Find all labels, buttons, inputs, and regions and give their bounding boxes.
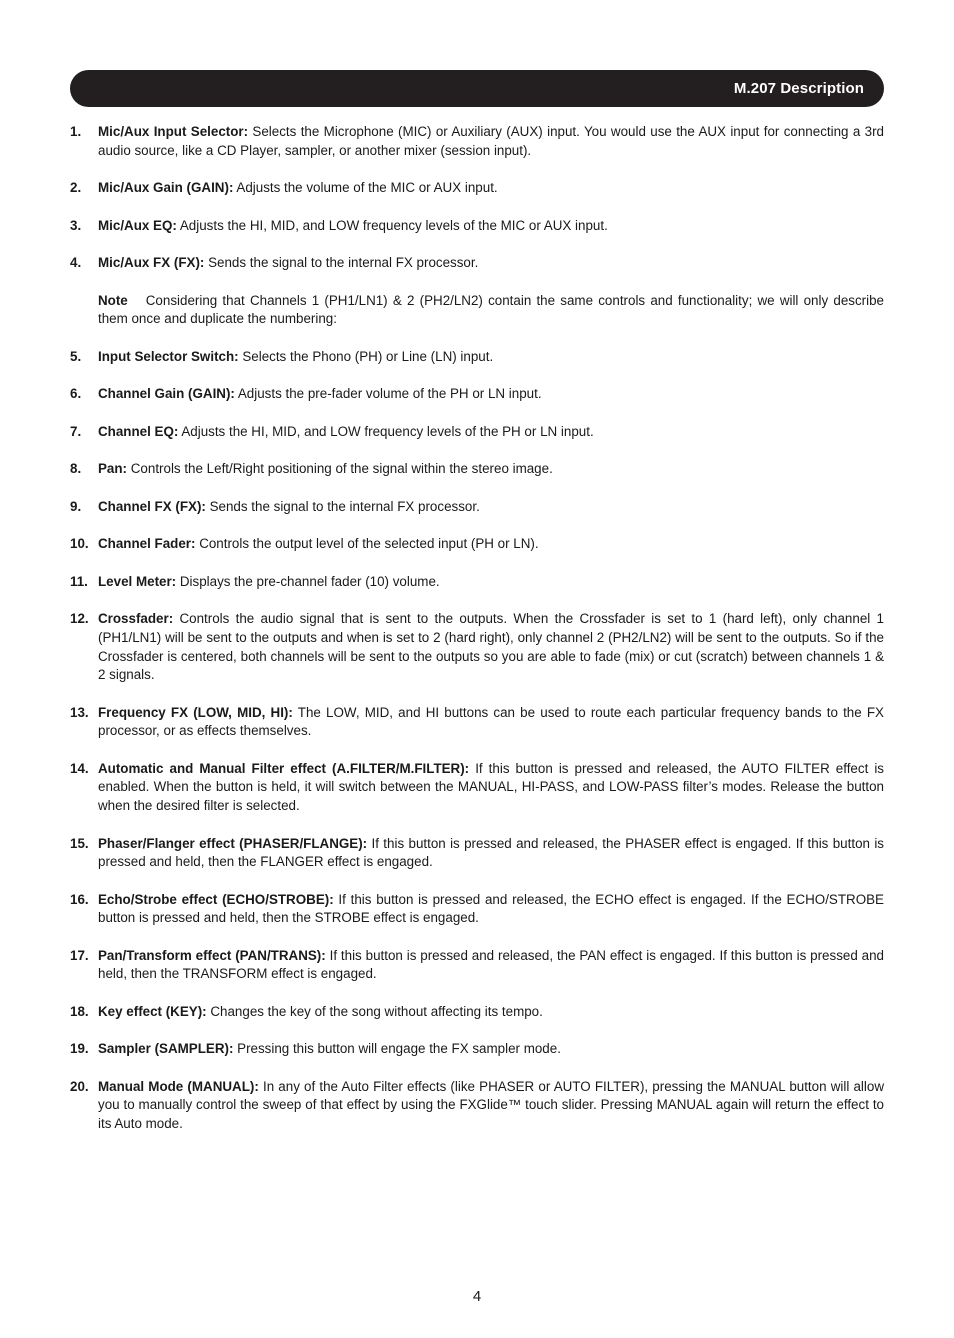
item-term: Sampler (SAMPLER): xyxy=(98,1041,234,1056)
item-body xyxy=(98,179,884,217)
list-item xyxy=(70,1003,884,1041)
item-term: Mic/Aux FX (FX): xyxy=(98,255,205,270)
list-item xyxy=(70,610,884,704)
item-text: Controls the audio signal that is sent to the outputs. When the Crossfader is set to 1 (hard left), only channel 1 (PH1/LN1) will be sent to the outputs and when is set to 2 (hard right), only channel 2 (PH2/LN2) will be sent to the outputs. So if the Crossfader is centered, both channels will be sent to the outputs so you are able to fade (mix) or cut (scratch) between channels 1 & 2 signals. xyxy=(98,611,884,683)
item-term: Channel Gain (GAIN): xyxy=(98,386,235,401)
item-text: If this button is pressed and released, the PAN effect is engaged. If this button is pressed and held, then the TRANSFORM effect is engaged. xyxy=(98,947,885,982)
list-item xyxy=(70,891,884,947)
item-number: 17. xyxy=(70,947,89,963)
item-text: If this button is pressed and released, the AUTO FILTER effect is enabled. When the button is held, it will switch between the MANUAL, HI-PASS, and LOW-PASS filter’s modes. Release the button when the desired filter is selected. xyxy=(98,760,884,814)
list-item xyxy=(70,385,884,423)
item-number: 3. xyxy=(70,217,82,233)
item-term: Level Meter: xyxy=(98,573,177,589)
item-body xyxy=(98,535,884,573)
item-body xyxy=(98,498,884,536)
item-number: 20. xyxy=(70,1078,89,1094)
page-number: 4 xyxy=(472,1288,482,1305)
item-body xyxy=(98,835,884,891)
item-term: Crossfader: xyxy=(98,611,174,626)
item-text: Changes the key of the song without affecting its tempo. xyxy=(206,1003,543,1019)
item-text: Pressing this button will engage the FX sampler mode. xyxy=(233,1041,561,1056)
item-body xyxy=(98,760,884,835)
list-item xyxy=(70,254,884,292)
item-text: Adjusts the HI, MID, and LOW frequency levels of the MIC or AUX input. xyxy=(176,217,608,233)
list-item xyxy=(70,1040,884,1078)
item-number: 10. xyxy=(70,536,89,551)
item-body xyxy=(98,460,884,498)
list-item xyxy=(70,573,884,611)
item-number: 8. xyxy=(70,461,82,476)
item-body xyxy=(98,704,884,760)
item-number: 6. xyxy=(70,386,82,401)
item-body xyxy=(98,1003,884,1041)
item-body xyxy=(98,254,884,292)
description-list xyxy=(70,123,884,1138)
list-item xyxy=(70,947,884,1003)
item-text: Selects the Phono (PH) or Line (LN) input. xyxy=(238,348,494,364)
item-term: Mic/Aux Input Selector: xyxy=(98,124,249,139)
item-term: Echo/Strobe effect (ECHO/STROBE): xyxy=(98,891,334,907)
item-body xyxy=(98,1040,884,1078)
item-text: Displays the pre-channel fader (10) volume. xyxy=(176,573,440,589)
item-body xyxy=(98,1078,884,1138)
item-number: 2. xyxy=(70,180,82,195)
item-number: 1. xyxy=(70,124,82,139)
list-item xyxy=(70,704,884,760)
item-number: 5. xyxy=(70,348,82,364)
list-item xyxy=(70,460,884,498)
list-item xyxy=(70,760,884,835)
list-item xyxy=(70,348,884,386)
item-number: 14. xyxy=(70,760,89,776)
note-paragraph xyxy=(70,292,884,348)
item-term: Mic/Aux Gain (GAIN): xyxy=(98,180,234,195)
item-body xyxy=(98,610,884,704)
item-text: Sends the signal to the internal FX processor. xyxy=(204,255,479,270)
item-body xyxy=(98,423,884,461)
item-term: Channel FX (FX): xyxy=(98,498,206,514)
list-item xyxy=(70,535,884,573)
item-body xyxy=(98,947,884,1003)
item-term: Input Selector Switch: xyxy=(98,348,239,364)
item-number: 19. xyxy=(70,1041,89,1056)
item-term: Manual Mode (MANUAL): xyxy=(98,1078,259,1094)
item-term: Key effect (KEY): xyxy=(98,1003,207,1019)
item-number: 9. xyxy=(70,498,82,514)
list-item xyxy=(70,1078,884,1138)
item-body xyxy=(98,891,884,947)
item-term: Pan/Transform effect (PAN/TRANS): xyxy=(98,947,326,963)
item-term: Mic/Aux EQ: xyxy=(98,217,177,233)
item-body xyxy=(98,123,884,179)
section-header-bar xyxy=(70,70,884,107)
item-text: In any of the Auto Filter effects (like PHASER or AUTO FILTER), pressing the MANUAL button will allow you to manually control the sweep of that effect by using the FXGlide™ touch slider. Pressing MANUAL again will return the effect to its Auto mode. xyxy=(98,1078,884,1132)
item-number: 4. xyxy=(70,255,82,270)
item-text: Sends the signal to the internal FX processor. xyxy=(205,498,480,514)
item-term: Phaser/Flanger effect (PHASER/FLANGE): xyxy=(98,835,368,851)
item-text: The LOW, MID, and HI buttons can be used to route each particular frequency bands to the FX processor, or as effects themselves. xyxy=(98,704,884,739)
item-text: Controls the output level of the selected input (PH or LN). xyxy=(195,536,539,551)
item-body xyxy=(98,217,884,255)
item-number: 7. xyxy=(70,423,82,439)
item-body xyxy=(98,348,884,386)
item-text: Adjusts the volume of the MIC or AUX input. xyxy=(233,180,498,195)
item-term: Frequency FX (LOW, MID, HI): xyxy=(98,704,293,720)
item-text: Selects the Microphone (MIC) or Auxiliary (AUX) input. You would use the AUX input for connecting a 3rd audio source, like a CD Player, sampler, or another mixer (session input). xyxy=(98,124,884,158)
item-number: 18. xyxy=(70,1003,89,1019)
item-term: Automatic and Manual Filter effect (A.FILTER/M.FILTER): xyxy=(98,760,470,776)
note-label: Note xyxy=(98,292,128,308)
list-item xyxy=(70,123,884,179)
list-item xyxy=(70,835,884,891)
item-number: 12. xyxy=(70,611,89,626)
item-text: Adjusts the HI, MID, and LOW frequency levels of the PH or LN input. xyxy=(178,423,594,439)
item-body xyxy=(98,573,884,611)
item-term: Channel EQ: xyxy=(98,423,179,439)
item-number: 15. xyxy=(70,835,89,851)
item-text: Controls the Left/Right positioning of the signal within the stereo image. xyxy=(127,461,553,476)
item-text: If this button is pressed and released, the ECHO effect is engaged. If the ECHO/STROBE button is pressed and held, then the STROBE effect is engaged. xyxy=(98,891,884,926)
item-term: Channel Fader: xyxy=(98,536,196,551)
list-item xyxy=(70,498,884,536)
list-item xyxy=(70,423,884,461)
note-text: Considering that Channels 1 (PH1/LN1) & 2 (PH2/LN2) contain the same controls and functionality; we will only describe them once and duplicate the numbering: xyxy=(98,292,884,327)
item-body xyxy=(98,385,884,423)
item-text: If this button is pressed and released, the PHASER effect is engaged. If this button is pressed and held, then the FLANGER effect is engaged. xyxy=(98,835,884,870)
item-number: 11. xyxy=(70,573,88,589)
item-number: 16. xyxy=(70,891,89,907)
item-number: 13. xyxy=(70,704,89,720)
page-title: M.207 Description xyxy=(733,80,864,97)
list-item xyxy=(70,179,884,217)
item-term: Pan: xyxy=(98,461,128,476)
item-text: Adjusts the pre-fader volume of the PH or LN input. xyxy=(234,386,542,401)
list-item xyxy=(70,217,884,255)
